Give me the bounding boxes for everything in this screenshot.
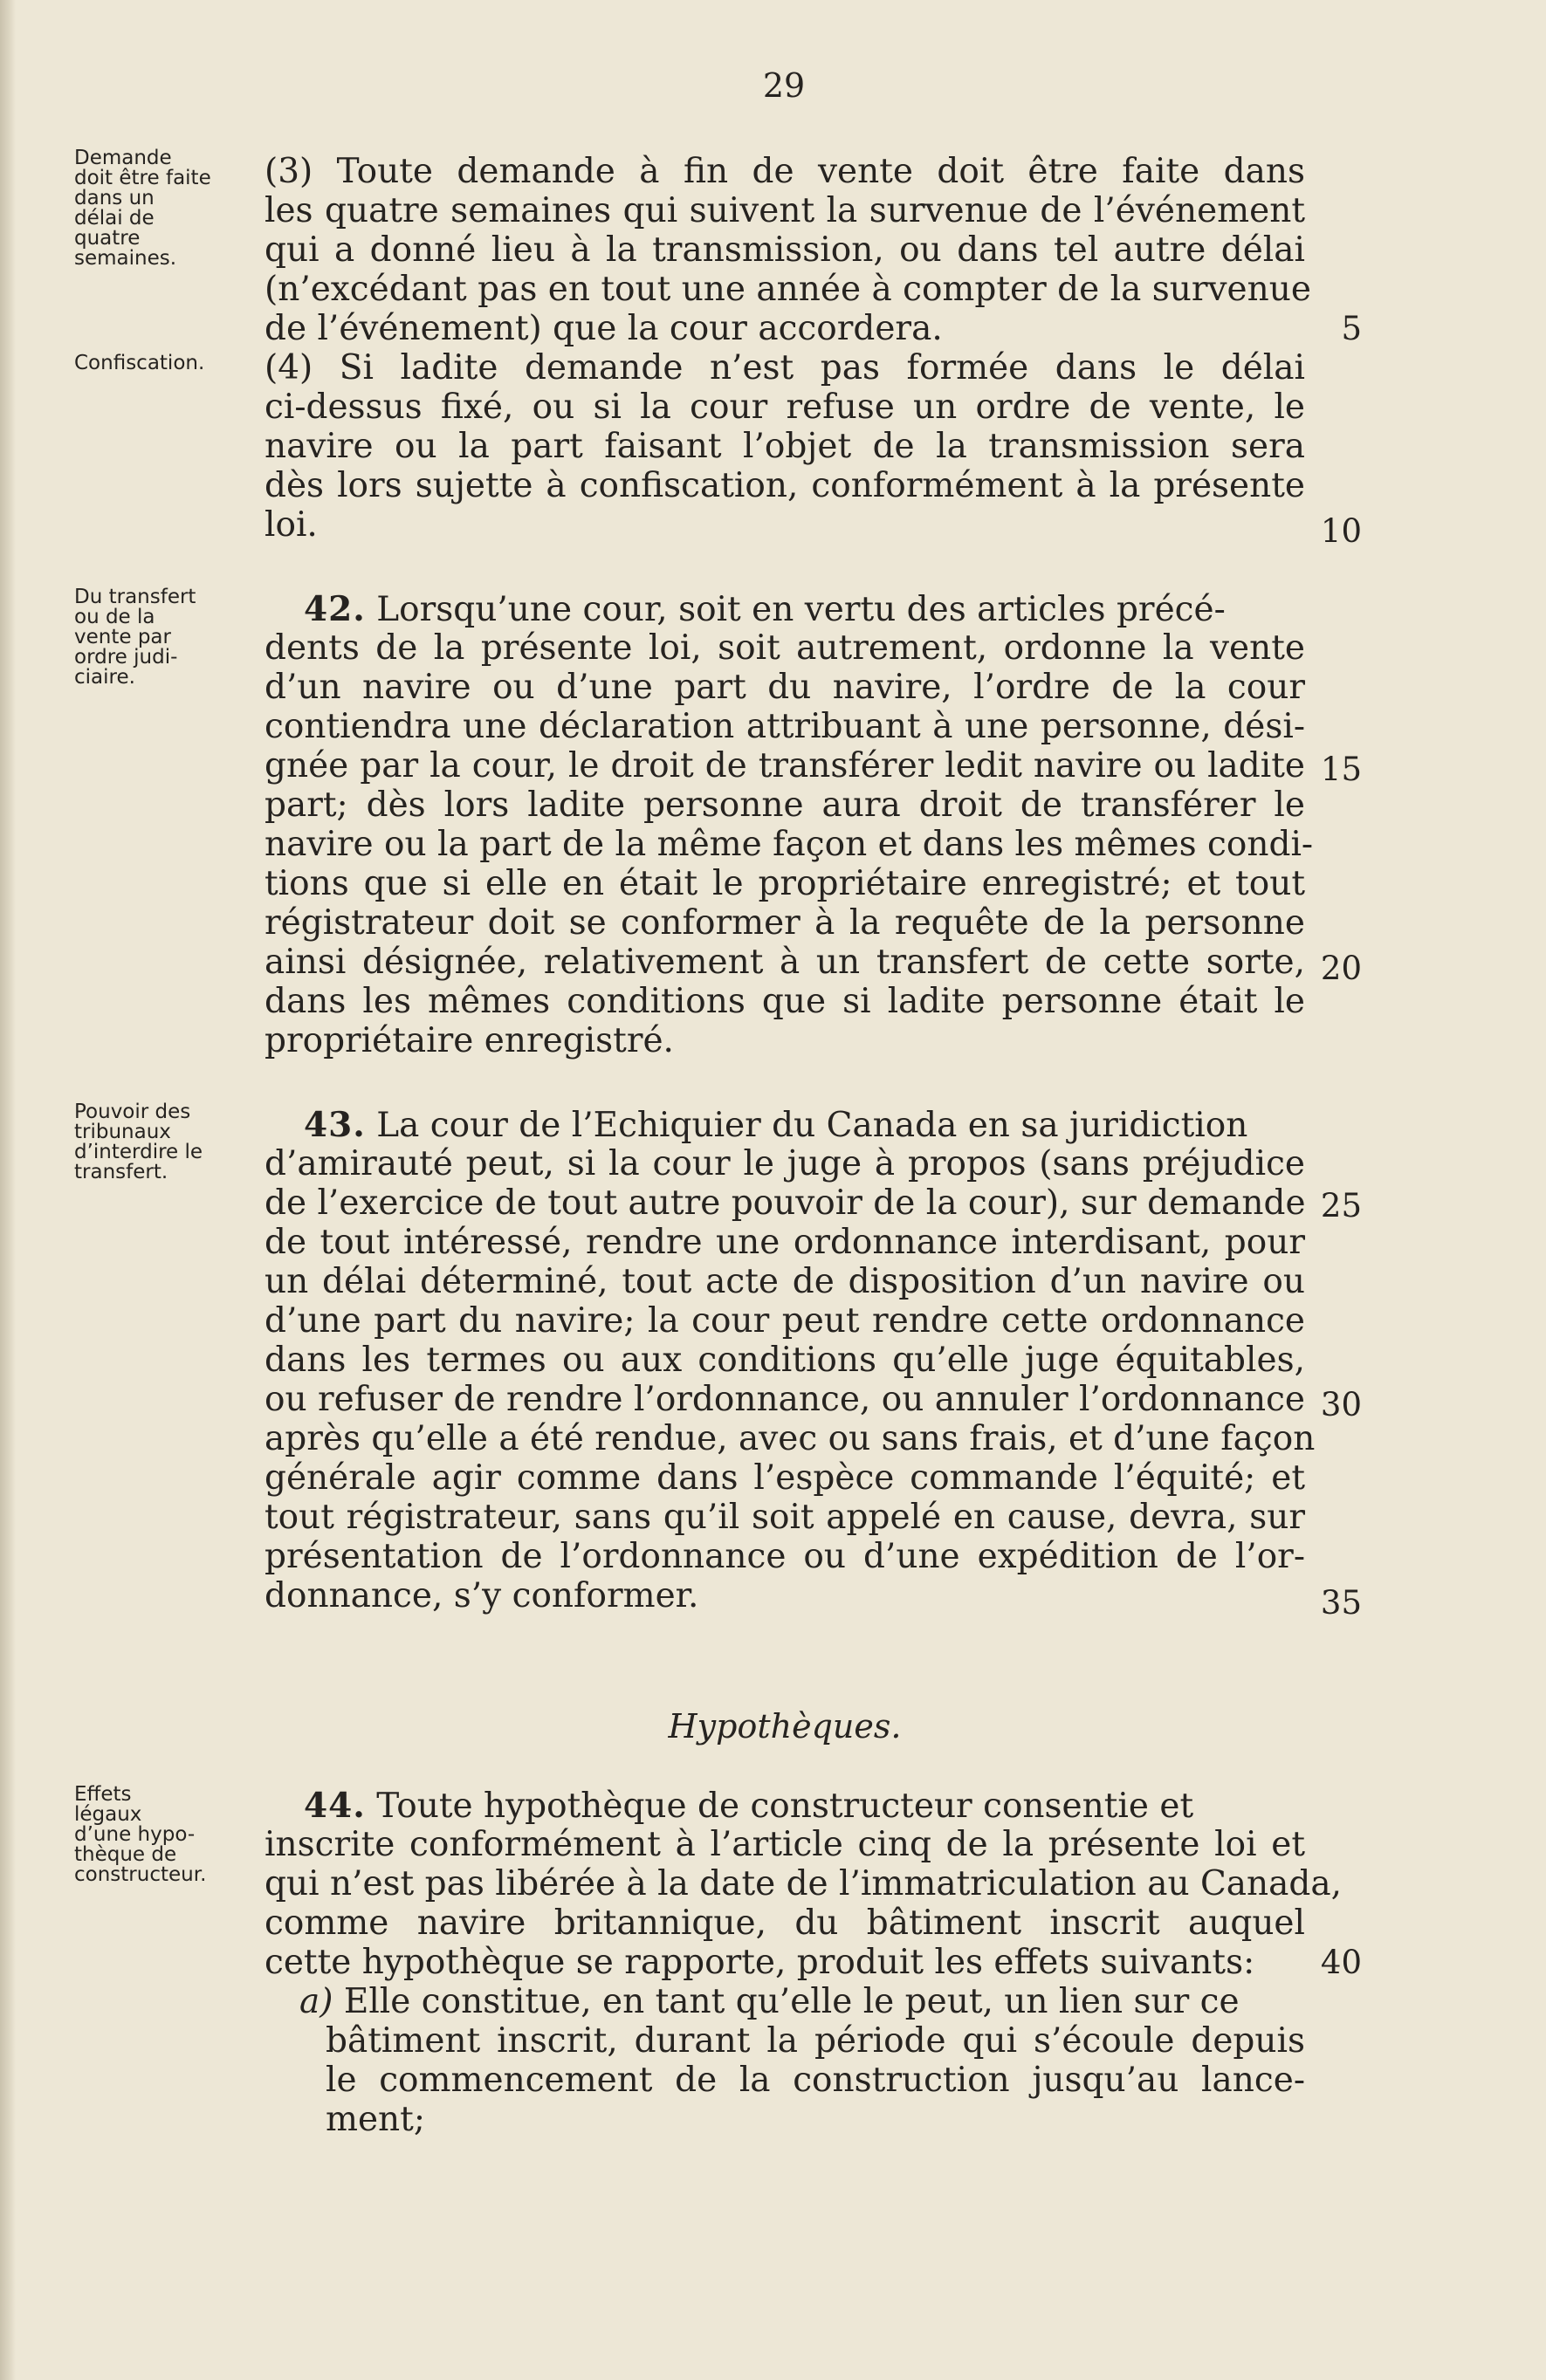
margin-note-line: Pouvoir des [74,1101,191,1123]
margin-note-line: vente par [74,626,171,648]
text-line: ment; [326,2100,425,2139]
text-line: (3) Toute demande à fin de vente doit être faite dans [265,152,1305,191]
text-line: part; dès lors ladite personne aura droit de transférer le [265,785,1305,825]
page-number: 29 [762,66,806,105]
line-number: 40 [1320,1944,1362,1981]
margin-note-line: ciaire. [74,666,135,689]
text-line: navire ou la part faisant l’objet de la transmission sera [265,427,1305,466]
text-line: qui n’est pas libérée à la date de l’immatriculation au Canada, [265,1864,1343,1903]
text-line: après qu’elle a été rendue, avec ou sans frais, et d’une façon [265,1419,1316,1458]
item-marker-a: a) [299,1982,333,2021]
text-line: loi. [265,505,318,545]
line-number: 10 [1320,512,1362,550]
margin-note-line: d’une hypo- [74,1823,196,1846]
margin-note-line: délai de [74,207,155,230]
text-line: propriétaire enregistré. [265,1021,674,1060]
section-heading: Hypothèques. [668,1707,902,1746]
text-line: qui a donné lieu à la transmission, ou dans tel autre délai [265,230,1305,270]
line-number: 15 [1320,751,1362,788]
text-line: contiendra une déclaration attribuant à une personne, dési- [265,707,1305,746]
section-number-43: 43. [304,1105,366,1145]
margin-note-line: dans un [74,187,155,209]
line-number: 25 [1320,1187,1362,1224]
margin-note-line: ordre judi- [74,646,178,669]
text-line: inscrite conformément à l’article cinq de la présente loi et [265,1825,1305,1864]
line-number: 35 [1320,1584,1362,1622]
text-line: les quatre semaines qui suivent la survenue de l’événement [265,191,1305,230]
text-line: (4) Si ladite demande n’est pas formée dans le délai [265,348,1305,388]
text-line: générale agir comme dans l’espèce commande l’équité; et [265,1458,1305,1498]
section-42-first-line [304,590,1305,628]
text-line: tout régistrateur, sans qu’il soit appelé en cause, devra, sur [265,1498,1305,1537]
margin-note-line: quatre [74,227,141,250]
margin-note-pouvoir [74,1102,258,1183]
text-line: ci-dessus fixé, ou si la cour refuse un ordre de vente, le [265,388,1305,427]
text-line: donnance, s’y conformer. [265,1576,699,1615]
line-number: 5 [1341,310,1362,347]
text-line: le commencement de la construction jusqu’au lance- [326,2061,1305,2100]
margin-note-confiscation [74,353,258,374]
margin-note-line: ou de la [74,606,155,628]
text-line: navire ou la part de la même façon et dans les mêmes condi- [265,825,1314,864]
text-line: cette hypothèque se rapporte, produit les effets suivants: [265,1943,1255,1982]
margin-note-line: doit être faite [74,167,211,189]
section-number-44: 44. [304,1786,366,1826]
text-line: Toute hypothèque de constructeur consentie et [365,1787,1194,1826]
text-line: dans les termes ou aux conditions qu’elle juge équitables, [265,1341,1305,1380]
text-line: présentation de l’ordonnance ou d’une expédition de l’or- [265,1537,1305,1576]
text-line: un délai déterminé, tout acte de disposition d’un navire ou [265,1262,1305,1301]
text-line: tions que si elle en était le propriétaire enregistré; et tout [265,864,1305,903]
margin-note-transfert [74,587,258,688]
margin-note-line: légaux [74,1803,142,1826]
text-line: ou refuser de rendre l’ordonnance, ou annuler l’ordonnance [265,1380,1305,1419]
page-binding-edge [0,0,16,2380]
text-line: de tout intéressé, rendre une ordonnance interdisant, pour [265,1223,1305,1262]
margin-note-line: semaines. [74,247,177,270]
margin-note-effets [74,1785,258,1885]
line-number: 30 [1320,1386,1362,1423]
margin-note-line: Du transfert [74,586,196,608]
margin-note-line: thèque de [74,1843,177,1866]
text-line: ainsi désignée, relativement à un transfert de cette sorte, [265,943,1305,982]
text-line: dents de la présente loi, soit autrement, ordonne la vente [265,628,1305,668]
text-line: de l’exercice de tout autre pouvoir de la cour), sur demande [265,1183,1306,1223]
margin-note-demande [74,148,258,269]
text-line: Elle constitue, en tant qu’elle le peut, un lien sur ce [333,1982,1240,2021]
section-43-first-line [304,1106,1305,1144]
text-line: d’une part du navire; la cour peut rendre cette ordonnance [265,1301,1305,1341]
margin-note-line: Effets [74,1783,132,1806]
margin-note-line: tribunaux [74,1121,171,1143]
text-line: gnée par la cour, le droit de transférer ledit navire ou ladite [265,746,1305,785]
text-line: bâtiment inscrit, durant la période qui s’écoule depuis [326,2021,1305,2061]
margin-note-line: Demande [74,147,172,169]
margin-note-line: transfert. [74,1161,168,1183]
margin-note-line: d’interdire le [74,1141,203,1163]
text-line: dès lors sujette à confiscation, conformément à la présente [265,466,1305,505]
line-number: 20 [1320,950,1362,987]
section-number-42: 42. [304,589,366,629]
text-line: d’un navire ou d’une part du navire, l’ordre de la cour [265,668,1305,707]
text-line: régistrateur doit se conformer à la requête de la personne [265,903,1305,943]
text-line: de l’événement) que la cour accordera. [265,309,943,348]
text-line: (n’excédant pas en tout une année à compter de la survenue [265,270,1311,309]
text-line: d’amirauté peut, si la cour le juge à propos (sans préjudice [265,1144,1305,1183]
text-line: comme navire britannique, du bâtiment inscrit auquel [265,1903,1305,1943]
margin-note-line: constructeur. [74,1863,207,1886]
item-a-first-line [299,1983,1301,2021]
section-44-first-line [304,1787,1305,1825]
margin-note-line: Confiscation. [74,352,205,374]
text-line: La cour de l’Echiquier du Canada en sa juridiction [365,1106,1248,1145]
text-line: Lorsqu’une cour, soit en vertu des articles précé- [365,590,1226,629]
text-line: dans les mêmes conditions que si ladite personne était le [265,982,1305,1021]
